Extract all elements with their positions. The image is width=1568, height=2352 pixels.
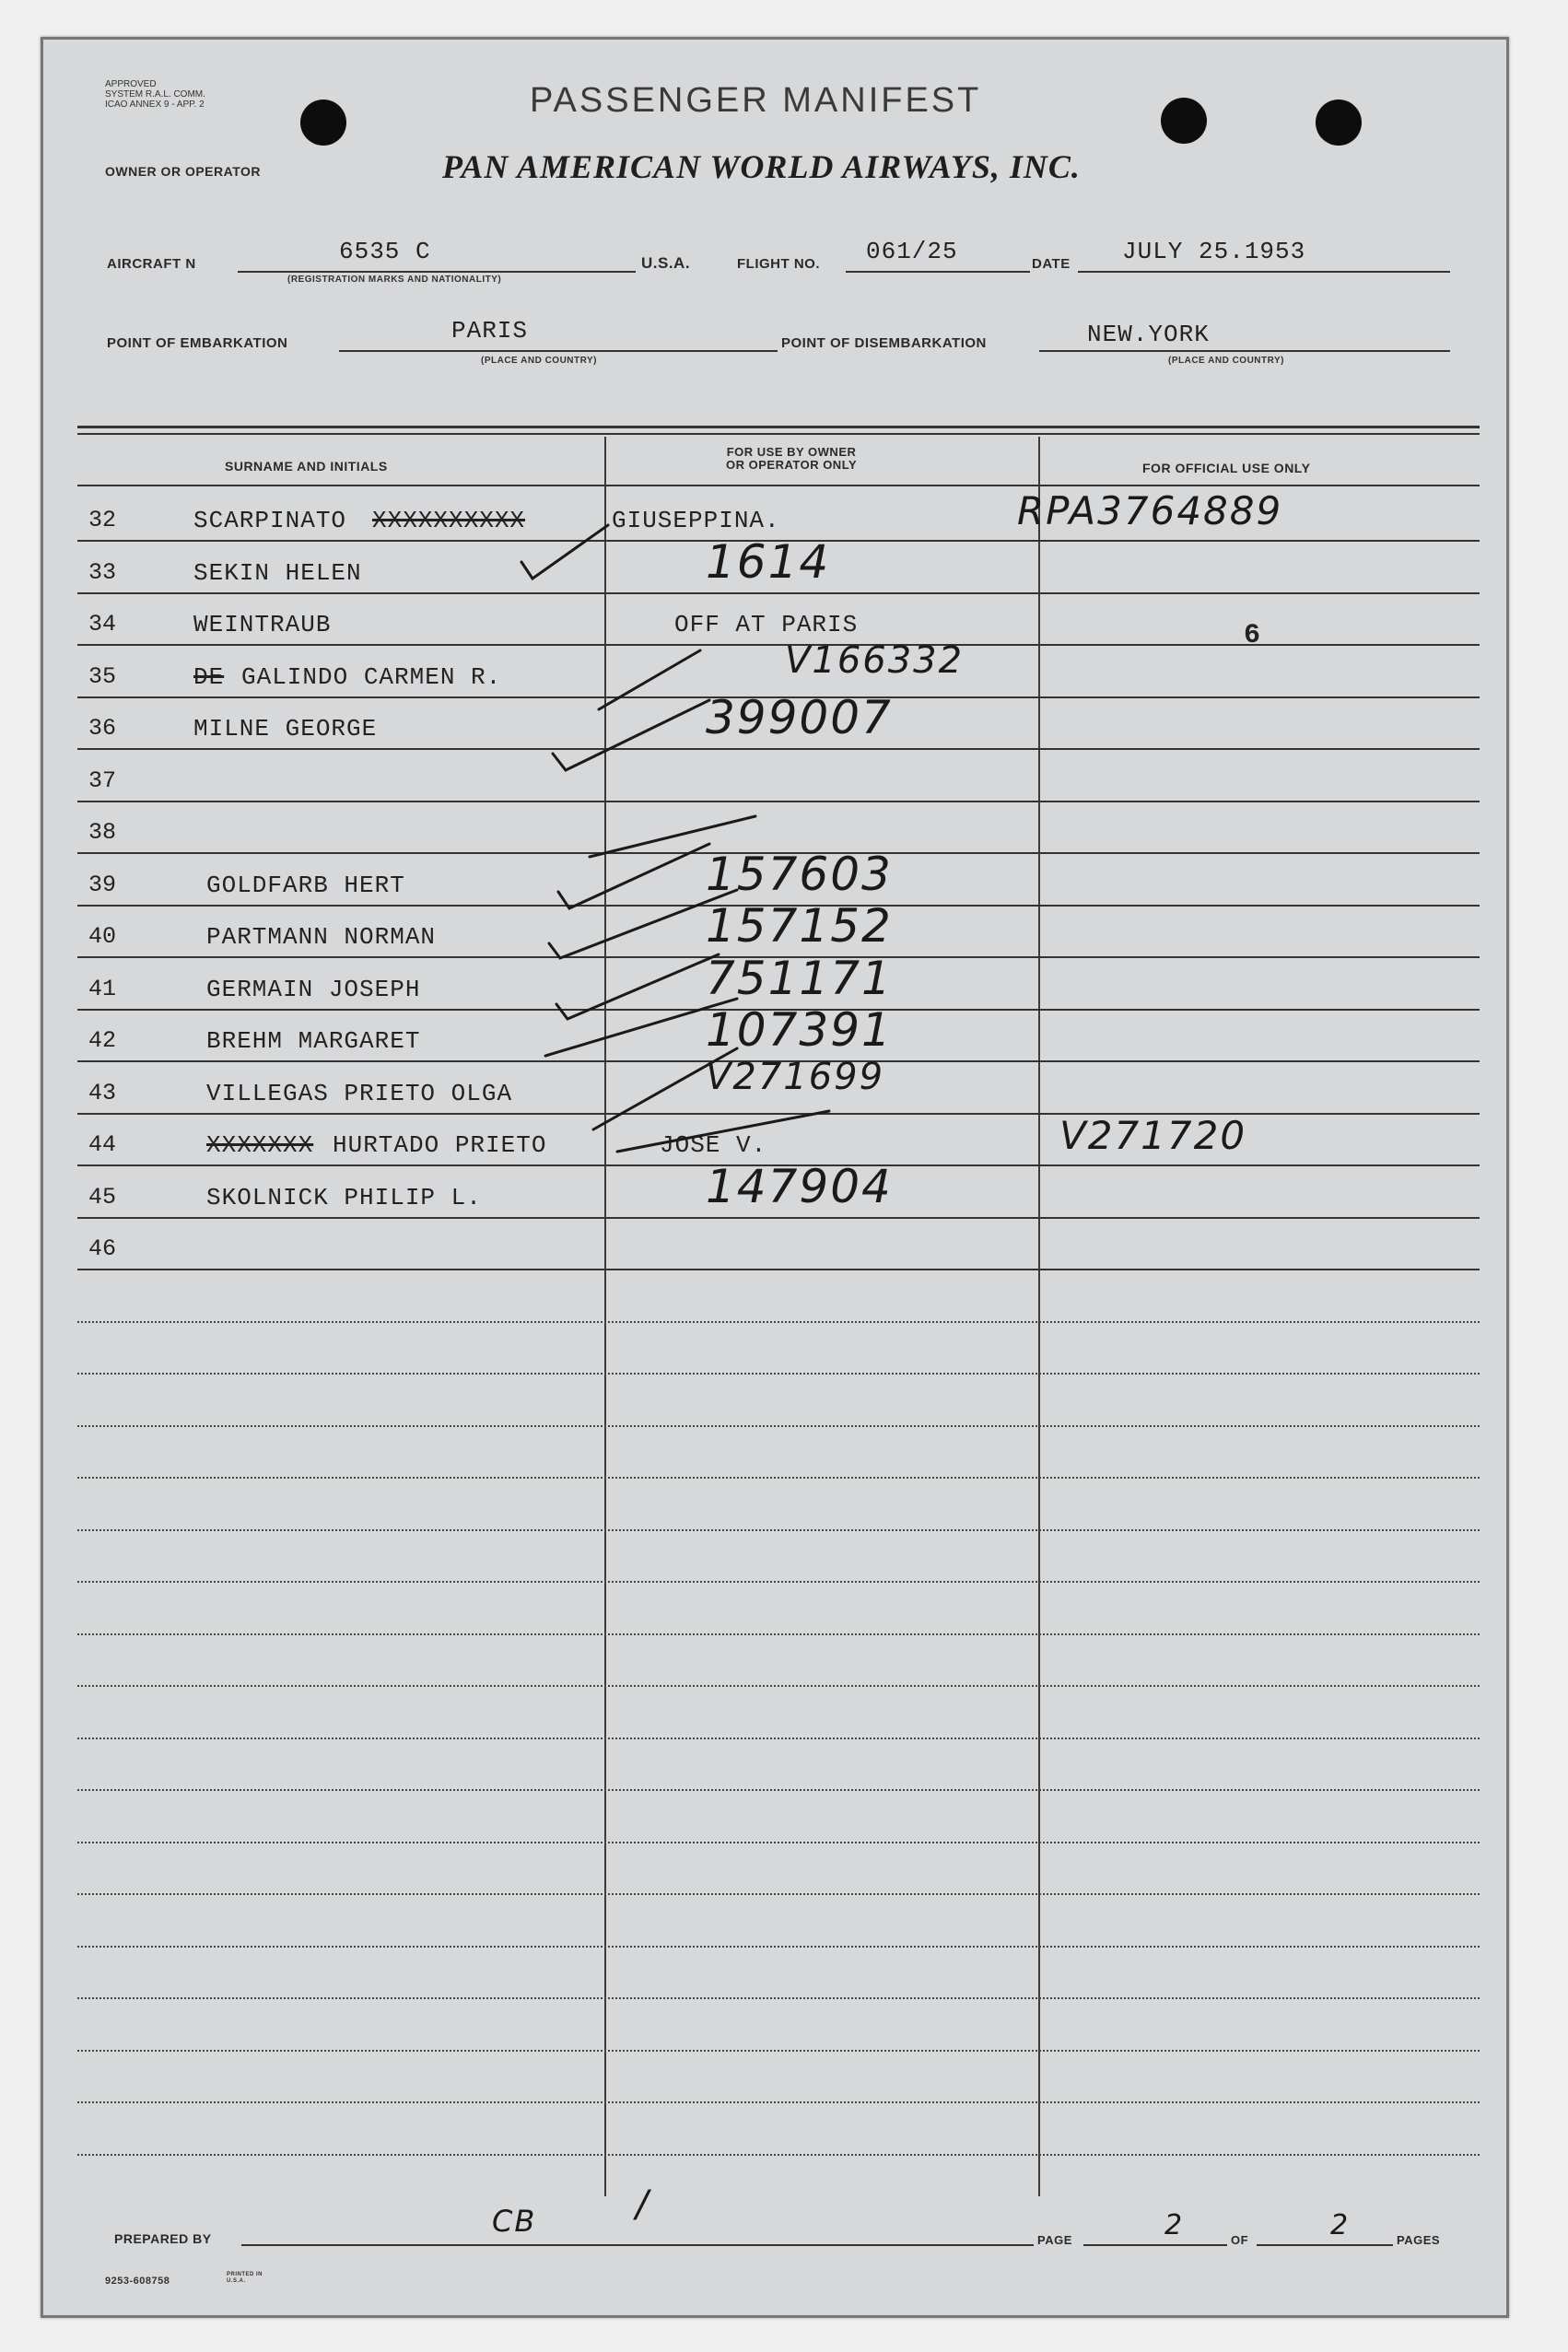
passport-number: V271699 bbox=[706, 1055, 885, 1098]
passenger-name: SKOLNICK PHILIP L. bbox=[206, 1183, 482, 1211]
check-mark bbox=[617, 1111, 829, 1152]
passport-number: V166332 bbox=[785, 638, 965, 682]
row-number: 35 bbox=[88, 662, 117, 690]
passenger-given-name: JOSE V. bbox=[660, 1131, 767, 1159]
passport-number: 107391 bbox=[706, 1003, 893, 1057]
struck-prefix: DE bbox=[193, 662, 225, 691]
row-number: 37 bbox=[88, 766, 117, 794]
check-mark bbox=[556, 954, 719, 1019]
date-label: DATE bbox=[1032, 256, 1071, 272]
flight-no-label: FLIGHT NO. bbox=[737, 256, 820, 272]
prepared-by-label: PREPARED BY bbox=[114, 2231, 212, 2246]
disembarkation-value: NEW.YORK bbox=[1087, 321, 1210, 348]
total-underline bbox=[1257, 2244, 1393, 2246]
row-number: 44 bbox=[88, 1131, 117, 1158]
passenger-name: GERMAIN JOSEPH bbox=[206, 975, 421, 1003]
row-number: 36 bbox=[88, 715, 117, 742]
passport-number: 751171 bbox=[706, 951, 893, 1005]
owner-operator-label: OWNER OR OPERATOR bbox=[105, 164, 261, 179]
row-number: 40 bbox=[88, 923, 117, 950]
row-number: 32 bbox=[88, 507, 117, 533]
embarkation-value: PARIS bbox=[451, 317, 529, 345]
passport-number: 1614 bbox=[706, 534, 831, 589]
row-number: 38 bbox=[88, 819, 117, 846]
total-pages: 2 bbox=[1330, 2209, 1351, 2241]
approved-stamp-line: SYSTEM R.A.L. COMM. bbox=[105, 89, 205, 99]
row-number: 43 bbox=[88, 1079, 117, 1106]
passenger-name: PARTMANN NORMAN bbox=[206, 923, 437, 951]
passenger-name: SEKIN HELEN bbox=[193, 558, 362, 587]
prepared-by-mark: / bbox=[636, 2183, 650, 2226]
aircraft-sub-label: (REGISTRATION MARKS AND NATIONALITY) bbox=[287, 275, 502, 285]
passenger-name: GALINDO CARMEN R. bbox=[241, 662, 502, 691]
usa-label: U.S.A. bbox=[641, 254, 691, 272]
prepared-by-initials: CB bbox=[492, 2204, 537, 2239]
approved-stamp-line: APPROVED bbox=[105, 79, 157, 89]
passport-number: 147904 bbox=[706, 1159, 893, 1213]
check-mark bbox=[549, 890, 737, 958]
official-entry: RPA3764889 bbox=[1017, 488, 1283, 533]
passenger-name: HURTADO PRIETO bbox=[333, 1131, 547, 1159]
owner-column-header-line: OR OPERATOR ONLY bbox=[726, 458, 858, 472]
page-label: PAGE bbox=[1037, 2233, 1072, 2247]
check-mark bbox=[545, 999, 737, 1056]
row-number: 41 bbox=[88, 975, 117, 1002]
row-number: 45 bbox=[88, 1183, 117, 1211]
passenger-name: WEINTRAUB bbox=[193, 611, 332, 638]
check-mark bbox=[521, 525, 608, 579]
owner-column-header-line: FOR USE BY OWNER bbox=[726, 445, 857, 459]
passenger-name: VILLEGAS PRIETO OLGA bbox=[206, 1079, 513, 1107]
disembarkation-label: POINT OF DISEMBARKATION bbox=[781, 335, 987, 351]
check-mark bbox=[553, 700, 709, 770]
aircraft-label: AIRCRAFT N bbox=[107, 256, 196, 272]
row-number: 39 bbox=[88, 871, 117, 898]
official-column-header: FOR OFFICIAL USE ONLY bbox=[1142, 461, 1311, 475]
aircraft-value: 6535 C bbox=[339, 238, 431, 265]
form-number: 9253-608758 bbox=[105, 2276, 170, 2287]
airline-name: PAN AMERICAN WORLD AIRWAYS, INC. bbox=[442, 148, 1081, 185]
disembarkation-sub-label: (PLACE AND COUNTRY) bbox=[1168, 356, 1284, 366]
check-mark bbox=[599, 650, 700, 709]
flight-no-value: 061/25 bbox=[866, 238, 958, 265]
surname-column-header: SURNAME AND INITIALS bbox=[225, 459, 388, 474]
passenger-name: GOLDFARB HERT bbox=[206, 871, 405, 899]
owner-note: GIUSEPPINA. bbox=[612, 507, 780, 534]
owner-note: OFF AT PARIS bbox=[674, 611, 859, 638]
document-title: PASSENGER MANIFEST bbox=[530, 81, 982, 120]
passport-number: 157603 bbox=[706, 847, 893, 901]
prepared-by-underline bbox=[241, 2244, 1034, 2246]
check-mark bbox=[558, 844, 709, 908]
passenger-name: BREHM MARGARET bbox=[206, 1027, 421, 1055]
passport-number: 399007 bbox=[706, 691, 893, 744]
passenger-name: MILNE GEORGE bbox=[193, 715, 378, 743]
passport-number: 157152 bbox=[706, 899, 893, 953]
passenger-name: SCARPINATO bbox=[193, 507, 347, 534]
row-number: 34 bbox=[88, 611, 117, 638]
of-label: OF bbox=[1231, 2233, 1249, 2247]
check-mark bbox=[590, 816, 755, 857]
row-number: 33 bbox=[88, 558, 117, 586]
official-entry: 6 bbox=[1244, 620, 1262, 651]
page-underline bbox=[1083, 2244, 1227, 2246]
date-value: JULY 25.1953 bbox=[1122, 238, 1306, 265]
struck-name: XXXXXXXXXX bbox=[372, 507, 526, 534]
printed-mark: PRINTED IN U.S.A. bbox=[227, 2272, 263, 2284]
official-entry: V271720 bbox=[1059, 1113, 1247, 1158]
approved-stamp-line: ICAO ANNEX 9 - APP. 2 bbox=[105, 99, 205, 110]
row-number: 42 bbox=[88, 1027, 117, 1054]
embarkation-label: POINT OF EMBARKATION bbox=[107, 335, 288, 351]
struck-prefix: XXXXXXX bbox=[206, 1131, 314, 1159]
embarkation-sub-label: (PLACE AND COUNTRY) bbox=[481, 356, 597, 366]
row-number: 46 bbox=[88, 1235, 117, 1262]
check-mark bbox=[593, 1048, 737, 1129]
page-number: 2 bbox=[1164, 2209, 1185, 2241]
pages-label: PAGES bbox=[1397, 2233, 1441, 2247]
